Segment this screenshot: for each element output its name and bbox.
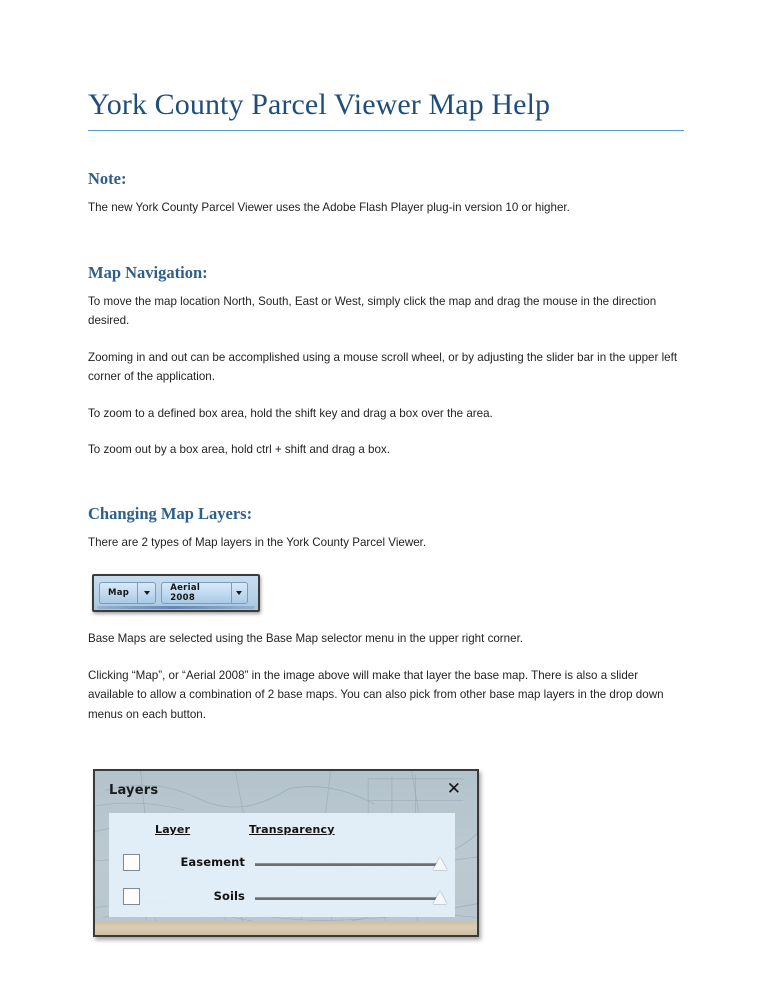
document-content [88, 86, 684, 937]
column-header-transparency: Transparency [249, 823, 335, 836]
chevron-down-icon [144, 591, 150, 595]
page-title: York County Parcel Viewer Map Help [88, 88, 551, 121]
basemap-selector-widget [92, 574, 260, 612]
layers-paragraph-2: Base Maps are selected using the Base Map selector menu in the upper right corner. [88, 632, 524, 645]
navigation-paragraph-4: To zoom out by a box area, hold ctrl + shift and drag a box. [88, 443, 390, 456]
navigation-paragraph-1: To move the map location North, South, East or West, simply click the map and drag the mouse in the direction desired. [88, 294, 657, 327]
layer-row [109, 885, 455, 915]
layer-row [109, 851, 455, 881]
aerial-2008-dropdown-arrow-button[interactable] [231, 582, 248, 604]
map-shoreline-band [95, 921, 477, 935]
layers-dialog-panel [109, 813, 455, 917]
heading-map-navigation: Map Navigation: [88, 262, 208, 282]
basemap-selector-figure [92, 574, 268, 612]
layers-paragraph-1: There are 2 types of Map layers in the York County Parcel Viewer. [88, 535, 427, 549]
slider-thumb-icon[interactable] [433, 857, 447, 870]
layer-checkbox-soils[interactable] [123, 888, 140, 905]
navigation-paragraph-2: Zooming in and out can be accomplished using a mouse scroll wheel, or by adjusting the slider bar in the upper left corner of the application. [88, 350, 678, 383]
heading-note: Note: [88, 169, 127, 188]
chevron-down-icon [236, 591, 242, 595]
layer-label-soils: Soils [213, 889, 245, 903]
map-dropdown-arrow-button[interactable] [137, 582, 156, 604]
transparency-slider-soils[interactable] [255, 896, 443, 900]
layers-dialog-screenshot [93, 769, 479, 937]
layers-dialog-figure [93, 769, 479, 937]
note-paragraph: The new York County Parcel Viewer uses the Adobe Flash Player plug-in version 10 or higher. [88, 201, 570, 214]
navigation-paragraph-3: To zoom to a defined box area, hold the shift key and drag a box over the area. [88, 406, 493, 420]
aerial-2008-button[interactable]: Aerial 2008 [161, 582, 230, 604]
layer-checkbox-easement[interactable] [123, 854, 140, 871]
map-button[interactable]: Map [99, 582, 137, 604]
column-header-layer: Layer [155, 823, 191, 836]
heading-changing-map-layers: Changing Map Layers: [88, 503, 253, 523]
basemap-button-group-aerial[interactable] [161, 582, 248, 604]
layers-paragraph-3: Clicking “Map”, or “Aerial 2008” in the image above will make that layer the base map. There is also a slider available to allow a combination of 2 base maps. You can also pick from other base map layers in the drop down menus on each button. [88, 668, 664, 721]
close-icon[interactable]: ✕ [446, 779, 461, 799]
transparency-slider-easement[interactable] [255, 862, 443, 866]
layer-label-easement: Easement [180, 855, 245, 869]
layers-dialog-title: Layers [109, 783, 159, 798]
slider-thumb-icon[interactable] [433, 891, 447, 904]
layers-table-header [109, 823, 455, 841]
basemap-button-group-map[interactable] [99, 582, 156, 604]
title-divider [88, 130, 684, 131]
slider-track [255, 863, 443, 866]
slider-track [255, 897, 443, 900]
